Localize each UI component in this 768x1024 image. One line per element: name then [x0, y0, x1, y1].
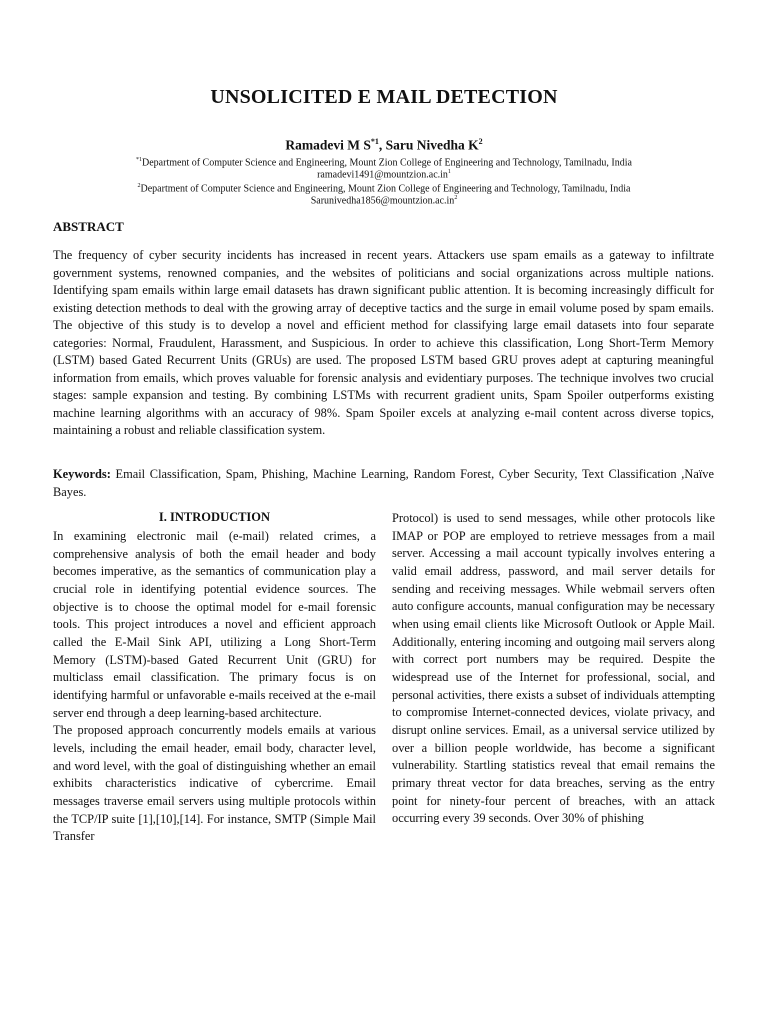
affiliation-1-email: ramadevi1491@mountzion.ac.in	[317, 169, 448, 181]
intro-paragraph-2: The proposed approach concurrently models emails at various levels, including the email header, email body, character level, and word level, with the goal of distinguishing whether an email exhibits characteristics indicative of cybercrime. Email messages traverse email servers using multiple protocols within the TCP/IP suite [1],[10],[14]. For instance, SMTP (Simple Mail Transfer	[53, 723, 376, 844]
intro-paragraph-3: Protocol) is used to send messages, while other protocols like IMAP or POP are employed to retrieve messages from a mail server. Accessing a mail account typically involves entering a valid email address, password, and mail server details for sending and receiving messages. While webmail servers often auto configure accounts, manual configuration may be necessary when using email clients like Microsoft Outlook or Apple Mail. Additionally, entering incoming and outgoing mail servers along with correct port numbers may be required. Despite the widespread use of the Internet for professional, social, and personal activities, there exists a subset of individuals attempting to compromise Internet-connected devices, violate privacy, and disrupt online services. Email, as a universal service utilized by over a billion people worldwide, has become a significant vulnerability. Startling statistics reveal that email remains the primary threat vector for data breaches, serving as the entry point for ninety-four percent of breaches, with an attack occurring every 39 seconds. Over 30% of phishing	[392, 511, 715, 826]
keywords-list: Email Classification, Spam, Phishing, Machine Learning, Random Forest, Cyber Security, Text Classification ,Naïve Bayes.	[53, 467, 714, 499]
author-2-marker: 2	[478, 137, 483, 146]
affiliation-1-email-marker: 1	[447, 169, 451, 175]
paper-title: UNSOLICITED E MAIL DETECTION	[210, 86, 558, 108]
author-1-name: Ramadevi M S	[285, 137, 371, 153]
keywords-label: Keywords:	[53, 467, 111, 481]
section-heading-introduction: I. INTRODUCTION	[158, 510, 271, 524]
affiliation-2-email-line	[0, 192, 768, 207]
intro-paragraph-1: In examining electronic mail (e-mail) related crimes, a comprehensive analysis of both the email header and body becomes imperative, as the semantics of communication play a crucial role in identifying potential evidence sources. The objective is to choose the optimal model for e-mail forensic tools. This project introduces a novel and efficient approach called the E-Mail Sink API, utilizing a Long Short-Term Memory (LSTM)-based Gated Recurrent Unit (GRU) for multiclass email classification. The primary focus is on identifying harmful or unfavorable e-mails received at the e-mail server end through a deep learning-based architecture.	[53, 529, 376, 720]
affiliation-2-email-marker: 2	[454, 195, 458, 201]
affiliation-2-email: Sarunivedha1856@mountzion.ac.in	[310, 195, 455, 207]
author-separator: ,	[378, 137, 386, 153]
affiliation-1-text: Department of Computer Science and Engineering, Mount Zion College of Engineering and Technology, Tamilnadu, India	[142, 157, 632, 169]
left-column	[53, 528, 376, 846]
author-line	[0, 137, 768, 154]
author-2-name: Saru Nivedha K	[385, 137, 479, 153]
right-column	[392, 510, 715, 828]
author-1-marker: *1	[370, 137, 379, 146]
affiliation-2-text: Department of Computer Science and Engineering, Mount Zion College of Engineering and Technology, Tamilnadu, India	[140, 183, 631, 195]
abstract-heading: ABSTRACT	[53, 219, 124, 234]
affiliation-2-marker: 2	[137, 183, 141, 189]
keywords-paragraph	[53, 466, 714, 501]
abstract-body: The frequency of cyber security incidents has increased in recent years. Attackers use spam emails as a gateway to infiltrate government systems, renowned companies, and the websites of politicians and social organizations across multiple nations. Identifying spam emails within large email datasets has drawn significant public attention. It is becoming increasingly difficult for existing detection methods to deal with the growing array of deceptive tactics and the surge in email volume posed by spam emails. The objective of this study is to develop a novel and efficient method for classifying large email datasets into four separate categories: Normal, Fraudulent, Harassment, and Suspicious. In order to achieve this classification, Long Short-Term Memory (LSTM) based Gated Recurrent Units (GRUs) are used. The proposed LSTM based GRU proves adept at capturing meaningful information from emails, which proves valuable for forensic analysis and evidentiary purposes. The technique involves two crucial stages: sample expansion and testing. By combining LSTMs with recurrent gradient units, Spam Spoiler outperforms existing machine learning algorithms with an accuracy of 98%. Spam Spoiler excels at analyzing e-mail content across diverse topics, maintaining a robust and reliable classification system.	[53, 248, 714, 437]
affiliation-1-marker: *1	[136, 157, 143, 163]
